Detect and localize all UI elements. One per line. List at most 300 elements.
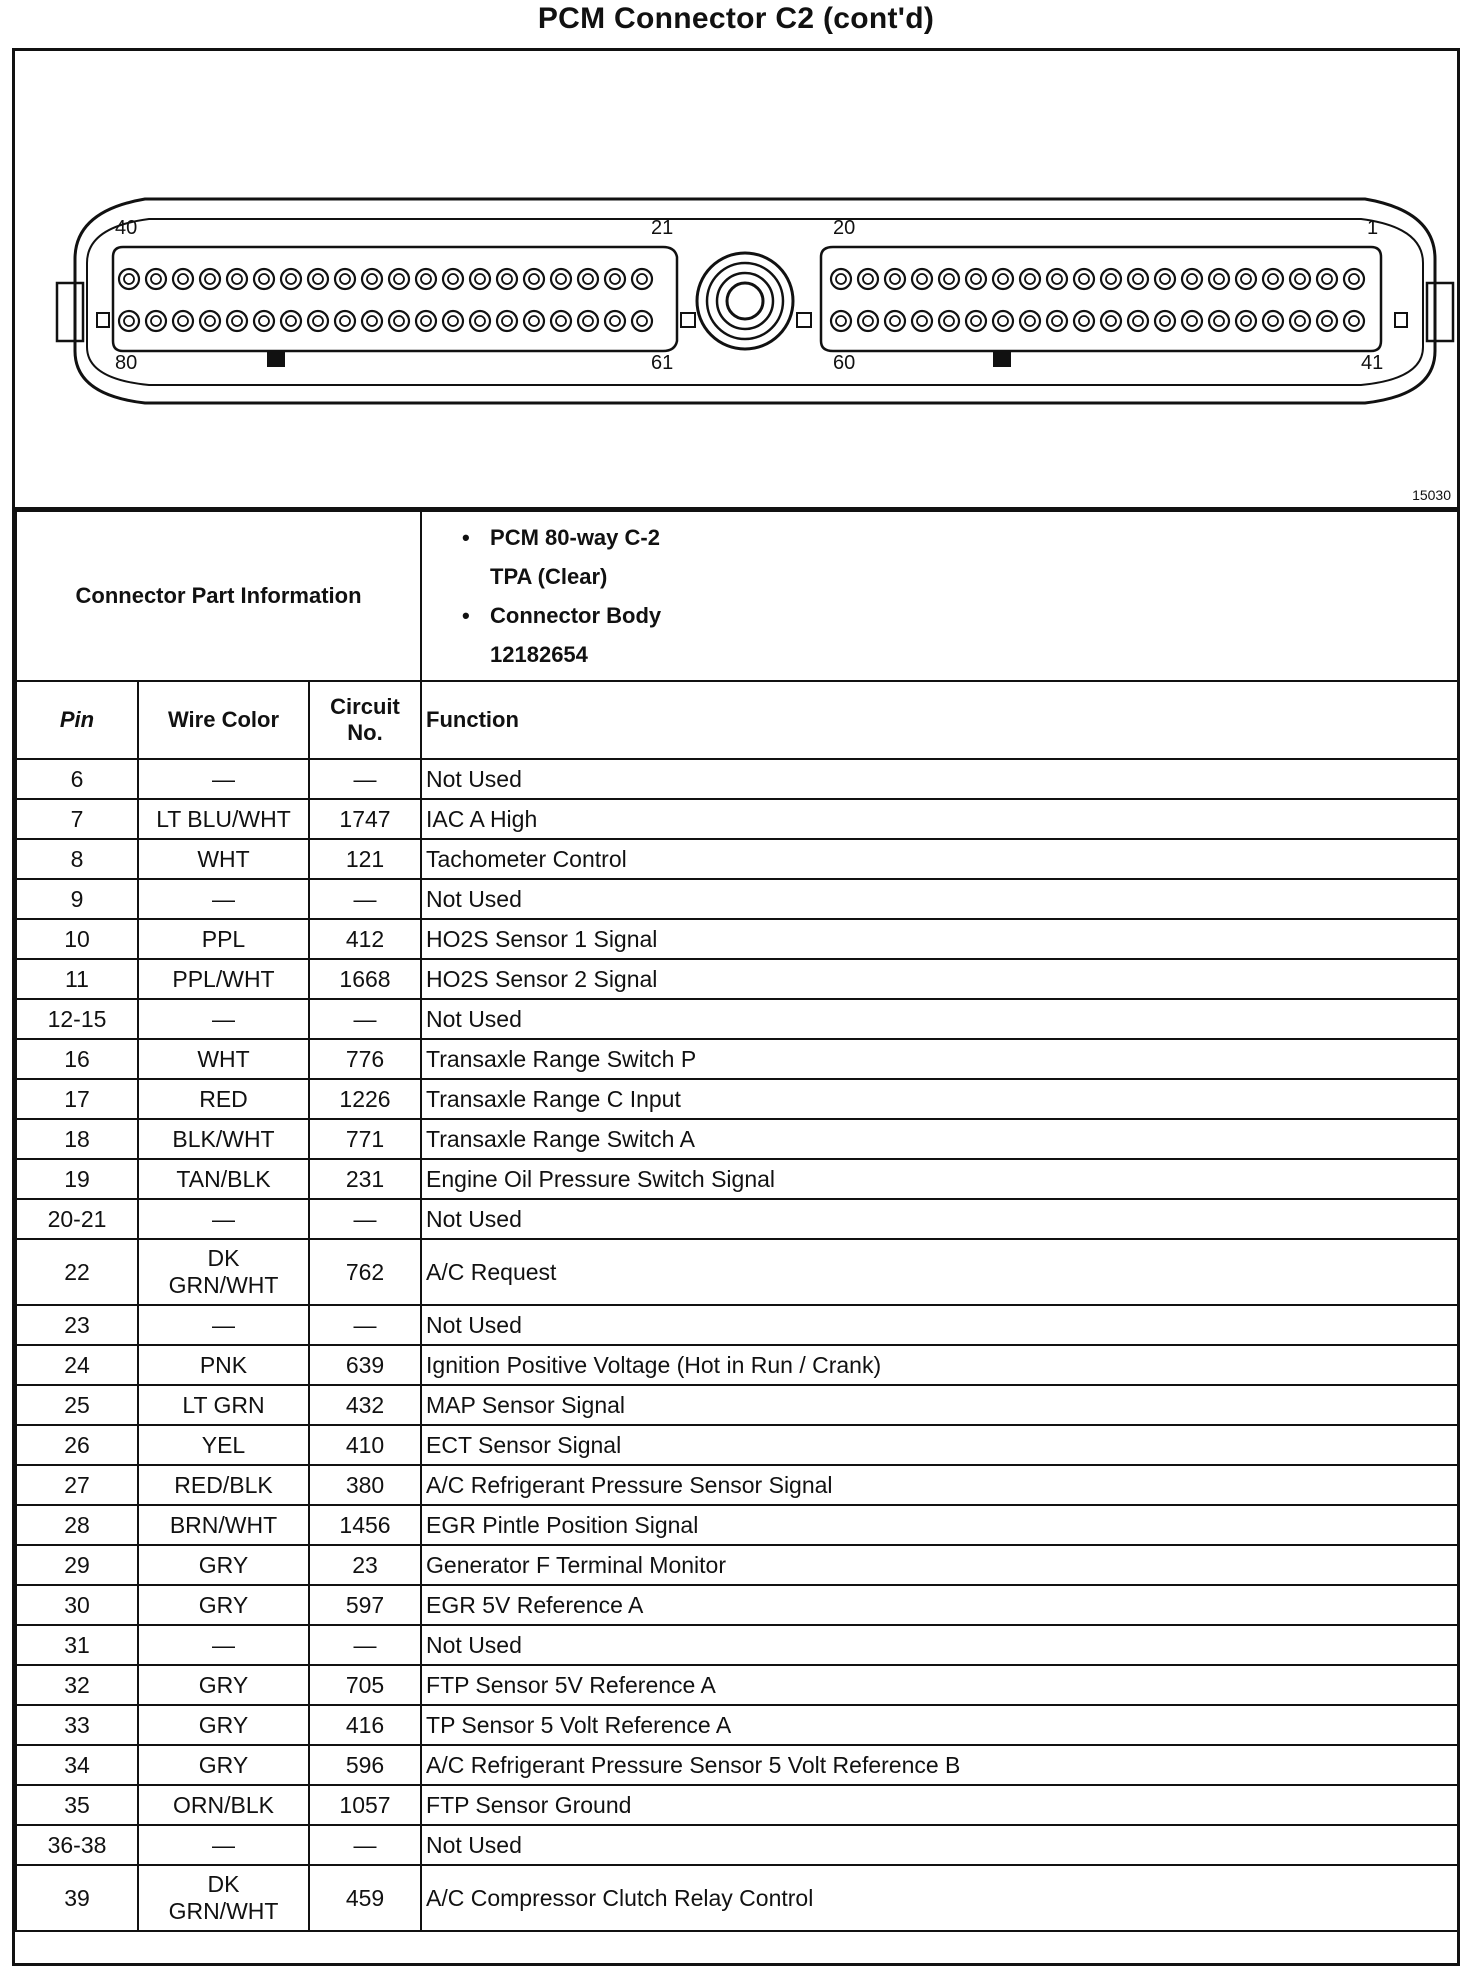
pin-hole (443, 311, 463, 331)
function-cell: HO2S Sensor 2 Signal (421, 959, 1458, 999)
pin-hole (254, 269, 274, 289)
circuit-cell: — (309, 1305, 421, 1345)
pin-hole-inner (917, 316, 927, 326)
part-info-label: Connector Part Information (16, 511, 421, 681)
wire-color-cell (138, 999, 309, 1039)
wire-color-cell (138, 1745, 309, 1785)
pin-hole (1047, 311, 1067, 331)
pin-hole-inner (178, 316, 188, 326)
pin-hole-inner (1322, 316, 1332, 326)
wire-color-cell (138, 1705, 309, 1745)
circuit-cell: — (309, 759, 421, 799)
wire-color-cell (138, 879, 309, 919)
table-header-row (16, 681, 1458, 759)
pin-hole-inner (610, 316, 620, 326)
function-cell: TP Sensor 5 Volt Reference A (421, 1705, 1458, 1745)
pin-hole-inner (1052, 274, 1062, 284)
circuit-cell: 639 (309, 1345, 421, 1385)
pin-hole (966, 269, 986, 289)
circuit-cell: — (309, 1825, 421, 1865)
pin-hole-inner (1241, 316, 1251, 326)
pin-hole-inner (421, 316, 431, 326)
left-inner-key (97, 313, 109, 327)
table-row (16, 1705, 1458, 1745)
pin-label-40: 40 (115, 217, 138, 239)
pin-hole-inner (367, 274, 377, 284)
pin-hole (200, 269, 220, 289)
circuit-cell: 23 (309, 1545, 421, 1585)
pin-hole-inner (863, 274, 873, 284)
pin-hole (1074, 269, 1094, 289)
circuit-cell: 705 (309, 1665, 421, 1705)
function-cell: EGR Pintle Position Signal (421, 1505, 1458, 1545)
pin-hole (1101, 269, 1121, 289)
pin-hole-inner (1133, 316, 1143, 326)
pin-cell: 7 (16, 799, 138, 839)
pin-hole-inner (556, 316, 566, 326)
pin-hole (1047, 269, 1067, 289)
pin-hole-inner (286, 274, 296, 284)
function-cell: A/C Refrigerant Pressure Sensor Signal (421, 1465, 1458, 1505)
connector-face-drawing (15, 51, 1457, 507)
circuit-cell: 596 (309, 1745, 421, 1785)
circuit-cell: 1226 (309, 1079, 421, 1119)
pin-hole (1209, 311, 1229, 331)
pin-hole-inner (1106, 274, 1116, 284)
pin-hole-inner (1349, 274, 1359, 284)
pin-hole-inner (259, 316, 269, 326)
table-row (16, 1545, 1458, 1585)
circuit-cell: — (309, 1199, 421, 1239)
pin-hole (335, 269, 355, 289)
part-info-item: • PCM 80-way C-2 (462, 525, 660, 550)
table-row (16, 759, 1458, 799)
connector-shell-outline (75, 199, 1435, 403)
pin-hole-inner (1241, 274, 1251, 284)
pin-hole-inner (1160, 274, 1170, 284)
pin-hole-inner (340, 274, 350, 284)
pin-cell: 16 (16, 1039, 138, 1079)
pin-hole-inner (556, 274, 566, 284)
pin-hole-inner (205, 316, 215, 326)
function-cell: Transaxle Range Switch A (421, 1119, 1458, 1159)
pin-hole (1344, 269, 1364, 289)
wire-color-line1: PPL (201, 925, 246, 952)
function-cell: Ignition Positive Voltage (Hot in Run / Crank) (421, 1345, 1458, 1385)
pin-label-80: 80 (115, 352, 138, 374)
pin-cell: 28 (16, 1505, 138, 1545)
pin-hole-inner (583, 316, 593, 326)
pin-cell: 9 (16, 879, 138, 919)
pin-cell: 23 (16, 1305, 138, 1345)
function-cell: Transaxle Range C Input (421, 1079, 1458, 1119)
wire-color-line1: GRY (198, 1671, 249, 1698)
pin-hole (551, 311, 571, 331)
circuit-cell: 121 (309, 839, 421, 879)
table-row (16, 1159, 1458, 1199)
pin-hole-inner (502, 274, 512, 284)
table-row (16, 1039, 1458, 1079)
function-cell: Not Used (421, 1625, 1458, 1665)
wire-color-cell (138, 1505, 309, 1545)
table-row (16, 1425, 1458, 1465)
pin-hole (1101, 311, 1121, 331)
pin-hole (632, 269, 652, 289)
pin-hole (1317, 311, 1337, 331)
center-post-ring-mid (707, 263, 783, 339)
pin-hole (227, 311, 247, 331)
table-row (16, 999, 1458, 1039)
table-row (16, 1665, 1458, 1705)
part-info-row (16, 511, 1458, 681)
table-row (16, 1305, 1458, 1345)
function-cell: Generator F Terminal Monitor (421, 1545, 1458, 1585)
wire-color-cell (138, 759, 309, 799)
connector-diagram (15, 51, 1457, 510)
pin-hole (885, 311, 905, 331)
circuit-cell: 1057 (309, 1785, 421, 1825)
pin-hole-inner (1187, 316, 1197, 326)
circuit-cell: 776 (309, 1039, 421, 1079)
pin-hole (1155, 269, 1175, 289)
wire-color-line2: GRN/WHT (168, 1272, 279, 1298)
right-pin-block (821, 247, 1381, 351)
wire-color-line1: WHT (197, 845, 250, 872)
function-cell: Not Used (421, 759, 1458, 799)
pin-hole-inner (1295, 274, 1305, 284)
wire-color-cell (138, 1305, 309, 1345)
pin-hole (146, 269, 166, 289)
pin-hole-inner (890, 316, 900, 326)
function-cell: FTP Sensor Ground (421, 1785, 1458, 1825)
pin-hole (146, 311, 166, 331)
pin-hole-inner (124, 274, 134, 284)
circuit-cell: 1456 (309, 1505, 421, 1545)
pin-hole-inner (1349, 316, 1359, 326)
pin-hole (254, 311, 274, 331)
pin-cell: 25 (16, 1385, 138, 1425)
pinout-table (15, 510, 1459, 1932)
pin-hole (362, 269, 382, 289)
table-row (16, 959, 1458, 999)
circuit-cell: 1668 (309, 959, 421, 999)
function-cell: MAP Sensor Signal (421, 1385, 1458, 1425)
wire-color-cell (138, 959, 309, 999)
pin-hole-inner (529, 274, 539, 284)
pin-hole (912, 269, 932, 289)
pin-hole (939, 269, 959, 289)
pin-hole (497, 269, 517, 289)
page-title: PCM Connector C2 (cont'd) (537, 2, 935, 35)
pin-hole-inner (944, 316, 954, 326)
wire-color-line1: BLK/WHT (172, 1125, 275, 1152)
table-row (16, 1465, 1458, 1505)
pin-hole-inner (178, 274, 188, 284)
wire-color-cell (138, 1239, 309, 1305)
wire-color-line1: LT BLU/WHT (156, 805, 291, 832)
pin-label-1: 1 (1367, 217, 1379, 239)
pin-hole (1317, 269, 1337, 289)
pin-hole-inner (1025, 316, 1035, 326)
pin-hole (578, 269, 598, 289)
pin-hole-inner (917, 274, 927, 284)
wire-color-line2: GRN/WHT (168, 1898, 279, 1924)
wire-color-line1: ORN/BLK (173, 1791, 274, 1818)
pin-cell: 34 (16, 1745, 138, 1785)
function-cell: Not Used (421, 879, 1458, 919)
left-polarization-key (267, 351, 285, 367)
wire-color-line1: PNK (199, 1351, 248, 1378)
pin-hole-inner (475, 316, 485, 326)
pin-cell: 33 (16, 1705, 138, 1745)
function-cell: Tachometer Control (421, 839, 1458, 879)
wire-color-cell (138, 1465, 309, 1505)
pin-hole (119, 269, 139, 289)
pin-hole-inner (998, 316, 1008, 326)
header-pin: Pin (16, 681, 138, 759)
table-row (16, 1239, 1458, 1305)
pin-label-60: 60 (833, 352, 856, 374)
table-row (16, 919, 1458, 959)
function-cell: ECT Sensor Signal (421, 1425, 1458, 1465)
center-post-core (727, 283, 763, 319)
pin-hole (362, 311, 382, 331)
function-cell: A/C Compressor Clutch Relay Control (421, 1865, 1458, 1931)
pin-hole (1344, 311, 1364, 331)
wire-color-line1: GRY (198, 1711, 249, 1738)
pin-hole-inner (637, 316, 647, 326)
figure-id: 15030 (1412, 487, 1451, 503)
pin-hole-inner (205, 274, 215, 284)
pin-cell: 36-38 (16, 1825, 138, 1865)
right-latch (1427, 283, 1453, 341)
pin-hole (281, 269, 301, 289)
pin-hole-inner (313, 274, 323, 284)
pin-hole-inner (863, 316, 873, 326)
pin-hole (1263, 311, 1283, 331)
pin-hole (831, 311, 851, 331)
pin-hole (389, 269, 409, 289)
circuit-cell: 771 (309, 1119, 421, 1159)
pin-hole (335, 311, 355, 331)
circuit-cell: 432 (309, 1385, 421, 1425)
wire-color-cell (138, 1625, 309, 1665)
wire-color-line1: RED (199, 1085, 248, 1112)
right-inner-key (1395, 313, 1407, 327)
pin-hole (939, 311, 959, 331)
pin-hole-inner (232, 316, 242, 326)
pin-hole (308, 311, 328, 331)
part-info-item-line1: Connector Body (490, 603, 662, 628)
pin-hole (1290, 311, 1310, 331)
pin-cell: 11 (16, 959, 138, 999)
pin-hole (389, 311, 409, 331)
wire-color-cell (138, 1159, 309, 1199)
pin-hole-inner (502, 316, 512, 326)
pin-hole (993, 269, 1013, 289)
pin-hole-inner (151, 316, 161, 326)
pin-hole (966, 311, 986, 331)
function-cell: HO2S Sensor 1 Signal (421, 919, 1458, 959)
pin-hole (1182, 269, 1202, 289)
function-cell: Not Used (421, 1825, 1458, 1865)
pin-hole-inner (1025, 274, 1035, 284)
wire-color-cell (138, 839, 309, 879)
pin-cell: 6 (16, 759, 138, 799)
pin-hole-inner (151, 274, 161, 284)
pin-cell: 32 (16, 1665, 138, 1705)
pin-hole-inner (421, 274, 431, 284)
pin-label-21: 21 (651, 217, 674, 239)
wire-color-cell (138, 1825, 309, 1865)
header-circuit-no (309, 681, 421, 759)
wire-color-line1: — (212, 1005, 235, 1032)
wire-color-cell (138, 1425, 309, 1465)
pin-hole-inner (1079, 274, 1089, 284)
function-cell: FTP Sensor 5V Reference A (421, 1665, 1458, 1705)
wire-color-cell (138, 1345, 309, 1385)
pin-label-41: 41 (1361, 352, 1384, 374)
wire-color-line1: — (212, 1205, 235, 1232)
pin-hole-inner (944, 274, 954, 284)
pin-cell: 35 (16, 1785, 138, 1825)
pin-hole-inner (475, 274, 485, 284)
table-row (16, 879, 1458, 919)
pin-hole-inner (259, 274, 269, 284)
pin-hole (524, 269, 544, 289)
pin-hole (831, 269, 851, 289)
wire-color-line1: DK (207, 1245, 240, 1271)
function-cell: Engine Oil Pressure Switch Signal (421, 1159, 1458, 1199)
table-row (16, 1625, 1458, 1665)
pin-hole (470, 311, 490, 331)
pin-label-61: 61 (651, 352, 674, 374)
function-cell: IAC A High (421, 799, 1458, 839)
pin-hole (885, 269, 905, 289)
circuit-cell: 412 (309, 919, 421, 959)
pin-hole (1209, 269, 1229, 289)
pin-hole (443, 269, 463, 289)
pin-cell: 17 (16, 1079, 138, 1119)
pin-hole (173, 311, 193, 331)
pin-cell: 10 (16, 919, 138, 959)
table-row (16, 1079, 1458, 1119)
pin-hole-inner (394, 274, 404, 284)
pin-hole-inner (971, 274, 981, 284)
connector-sheet (12, 48, 1460, 1966)
pin-hole-inner (1133, 274, 1143, 284)
table-row (16, 1505, 1458, 1545)
pin-hole-inner (583, 274, 593, 284)
wire-color-line1: BRN/WHT (169, 1511, 278, 1538)
pin-hole-inner (1214, 316, 1224, 326)
pin-hole (1128, 269, 1148, 289)
pin-hole (1290, 269, 1310, 289)
wire-color-line1: TAN/BLK (176, 1165, 271, 1192)
pin-hole (227, 269, 247, 289)
pin-cell: 18 (16, 1119, 138, 1159)
pin-hole-inner (998, 274, 1008, 284)
table-row (16, 1825, 1458, 1865)
pin-hole (1236, 311, 1256, 331)
pin-hole (578, 311, 598, 331)
pin-label-20: 20 (833, 217, 856, 239)
part-info-item-line1: PCM 80-way C-2 (490, 525, 660, 550)
table-row (16, 1585, 1458, 1625)
center-key-left (681, 313, 695, 327)
center-post-ring-outer (697, 253, 793, 349)
part-info-item: • Connector Body (462, 603, 662, 628)
table-row (16, 839, 1458, 879)
pin-cell: 8 (16, 839, 138, 879)
wire-color-line1: GRY (198, 1591, 249, 1618)
wire-color-line1: GRY (198, 1751, 249, 1778)
circuit-cell: 762 (309, 1239, 421, 1305)
table-row (16, 1785, 1458, 1825)
pin-hole (1236, 269, 1256, 289)
pin-hole (605, 269, 625, 289)
wire-color-cell (138, 799, 309, 839)
pin-cell: 20-21 (16, 1199, 138, 1239)
pin-hole-inner (1268, 274, 1278, 284)
table-row (16, 1385, 1458, 1425)
pin-hole-inner (1187, 274, 1197, 284)
pin-hole (1074, 311, 1094, 331)
pin-hole (993, 311, 1013, 331)
part-info-subline: 12182654 (490, 642, 588, 667)
pin-hole (119, 311, 139, 331)
pin-hole-inner (1268, 316, 1278, 326)
wire-color-cell (138, 1545, 309, 1585)
wire-color-line1: — (212, 1311, 235, 1338)
table-row (16, 1345, 1458, 1385)
center-post-ring-inner (717, 273, 773, 329)
circuit-cell: 416 (309, 1705, 421, 1745)
wire-color-line1: — (212, 1831, 235, 1858)
wire-color-line1: LT GRN (182, 1391, 265, 1418)
pin-hole (416, 311, 436, 331)
pin-hole (416, 269, 436, 289)
pin-hole (173, 269, 193, 289)
pin-cell: 12-15 (16, 999, 138, 1039)
pin-hole-inner (232, 274, 242, 284)
pin-hole-inner (529, 316, 539, 326)
wire-color-line1: — (212, 885, 235, 912)
pin-cell: 26 (16, 1425, 138, 1465)
center-key-right (797, 313, 811, 327)
part-info-subline: TPA (Clear) (490, 564, 608, 589)
pin-hole-inner (836, 274, 846, 284)
pin-hole-inner (340, 316, 350, 326)
table-row (16, 1119, 1458, 1159)
wire-color-line1: YEL (201, 1431, 246, 1458)
circuit-cell: — (309, 999, 421, 1039)
function-cell: EGR 5V Reference A (421, 1585, 1458, 1625)
wire-color-cell (138, 1585, 309, 1625)
pin-hole-inner (1106, 316, 1116, 326)
header-circuit-line2: No. (347, 720, 383, 745)
pin-hole-inner (1214, 274, 1224, 284)
circuit-cell: 597 (309, 1585, 421, 1625)
function-cell: Not Used (421, 1199, 1458, 1239)
pin-hole (308, 269, 328, 289)
function-cell: Not Used (421, 1305, 1458, 1345)
wire-color-line1: WHT (197, 1045, 250, 1072)
circuit-cell: 1747 (309, 799, 421, 839)
left-latch (57, 283, 83, 341)
pin-hole-inner (367, 316, 377, 326)
pin-cell: 22 (16, 1239, 138, 1305)
